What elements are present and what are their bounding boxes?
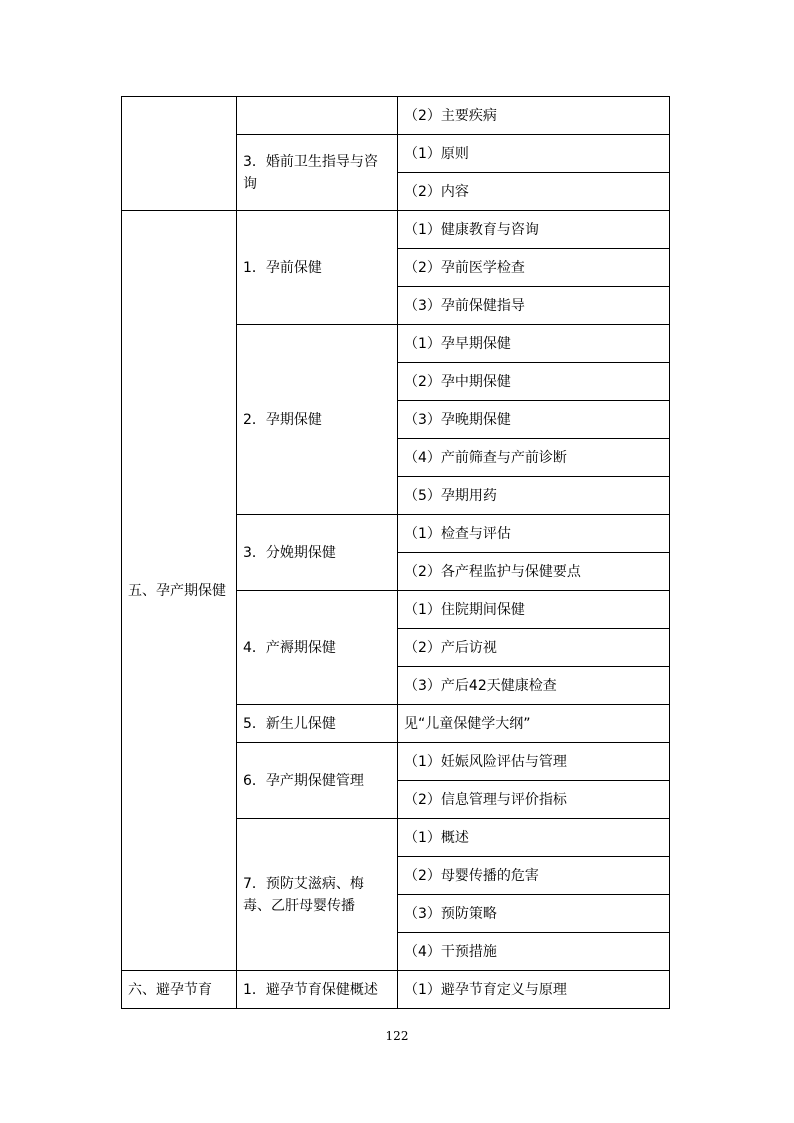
- subtopic-cell: 1．孕前保健: [237, 211, 398, 325]
- item-cell: （1）健康教育与咨询: [398, 211, 670, 249]
- subtopic-cell: 5．新生儿保健: [237, 705, 398, 743]
- item-cell: （1）避孕节育定义与原理: [398, 971, 670, 1009]
- item-cell: （2）母婴传播的危害: [398, 857, 670, 895]
- item-cell: （3）孕晚期保健: [398, 401, 670, 439]
- item-cell: （3）产后42天健康检查: [398, 667, 670, 705]
- item-cell: （2）各产程监护与保健要点: [398, 553, 670, 591]
- subtopic-cell: 3．婚前卫生指导与咨询: [237, 135, 398, 211]
- syllabus-table: [121, 96, 670, 1009]
- group-cell-contraception: 六、避孕节育: [122, 971, 237, 1009]
- item-cell: （1）孕早期保健: [398, 325, 670, 363]
- item-cell: （1）住院期间保健: [398, 591, 670, 629]
- item-cell: （2）产后访视: [398, 629, 670, 667]
- item-cell: （4）产前筛查与产前诊断: [398, 439, 670, 477]
- item-cell: （4）干预措施: [398, 933, 670, 971]
- group-cell-empty: [122, 97, 237, 211]
- group-cell-prenatal-care: 五、孕产期保健: [122, 211, 237, 971]
- item-cell: （3）预防策略: [398, 895, 670, 933]
- item-cell: （1）原则: [398, 135, 670, 173]
- item-cell: （5）孕期用药: [398, 477, 670, 515]
- subtopic-cell: 7．预防艾滋病、梅毒、乙肝母婴传播: [237, 819, 398, 971]
- subtopic-cell: 3．分娩期保健: [237, 515, 398, 591]
- item-cell: （1）妊娠风险评估与管理: [398, 743, 670, 781]
- subtopic-cell: 2．孕期保健: [237, 325, 398, 515]
- subtopic-cell: 4．产褥期保健: [237, 591, 398, 705]
- item-cell: （3）孕前保健指导: [398, 287, 670, 325]
- item-cell: （2）内容: [398, 173, 670, 211]
- subtopic-cell: 6．孕产期保健管理: [237, 743, 398, 819]
- item-cell: （1）检查与评估: [398, 515, 670, 553]
- item-cell: （2）孕前医学检查: [398, 249, 670, 287]
- item-cell: （1）概述: [398, 819, 670, 857]
- item-cell: （2）信息管理与评价指标: [398, 781, 670, 819]
- page-number: 122: [385, 1029, 409, 1043]
- subtopic-cell: 1．避孕节育保健概述: [237, 971, 398, 1009]
- item-cell: （2）孕中期保健: [398, 363, 670, 401]
- item-cell: 见“儿童保健学大纲”: [398, 705, 670, 743]
- subtopic-cell: [237, 97, 398, 135]
- item-cell: （2）主要疾病: [398, 97, 670, 135]
